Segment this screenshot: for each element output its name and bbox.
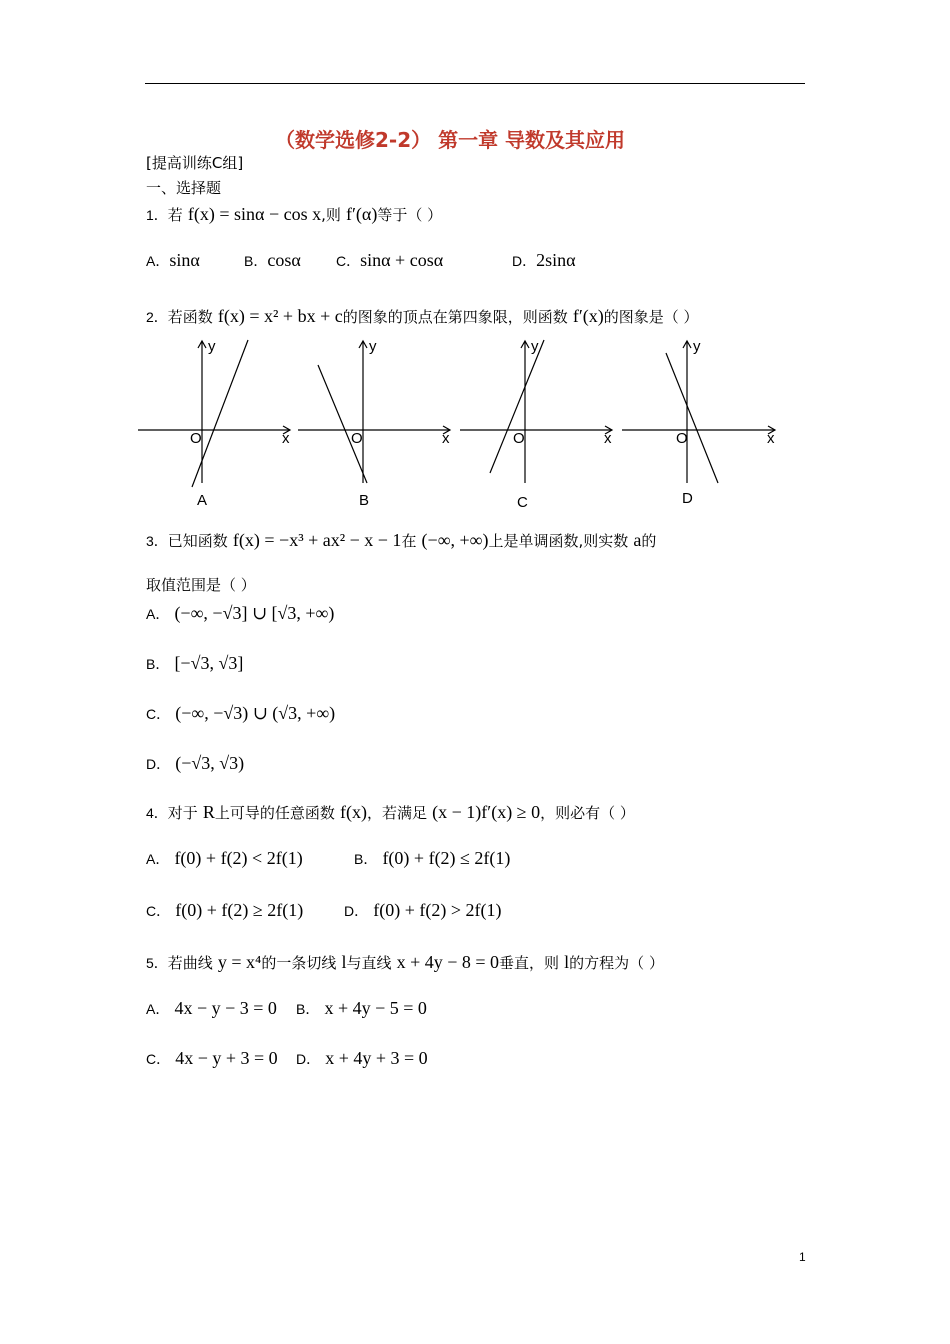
question-text: 的图象的顶点在第四象限，则函数 bbox=[342, 308, 568, 326]
option-label: B． bbox=[146, 656, 170, 672]
variable: l bbox=[564, 952, 570, 972]
q1-option-a bbox=[146, 250, 200, 271]
q4-option-a bbox=[146, 848, 303, 869]
formula: f′(α) bbox=[346, 204, 378, 224]
graph-b bbox=[298, 341, 450, 483]
y-axis-label: y bbox=[693, 338, 701, 355]
question-text: 若曲线 bbox=[167, 954, 213, 972]
question-text: 对于 bbox=[167, 804, 198, 822]
question-2 bbox=[146, 306, 699, 327]
formula: f(x) bbox=[340, 802, 368, 822]
formula: (−∞, +∞) bbox=[421, 530, 489, 550]
question-3 bbox=[146, 530, 656, 551]
option-label: B． bbox=[354, 851, 378, 867]
page-title: （数学选修2-2） 第一章 导数及其应用 bbox=[275, 128, 626, 152]
q3-option-c bbox=[146, 703, 335, 724]
question-text: 的图象是（ ） bbox=[603, 308, 699, 326]
q1-option-d bbox=[512, 250, 576, 271]
formula: f′(x) bbox=[572, 306, 604, 326]
q5-option-b bbox=[296, 998, 427, 1019]
question-text: ，则必有（ ） bbox=[540, 804, 635, 822]
option-formula: f(0) + f(2) ≥ 2f(1) bbox=[175, 900, 304, 920]
q3-option-b bbox=[146, 653, 243, 674]
graph-c bbox=[460, 340, 612, 483]
header-rule bbox=[145, 83, 805, 84]
question-text: 若函数 bbox=[167, 308, 213, 326]
option-label: C． bbox=[146, 1051, 171, 1067]
graph-line bbox=[490, 340, 544, 473]
origin-label: O bbox=[513, 430, 525, 447]
formula: y = x⁴ bbox=[217, 952, 262, 972]
question-4 bbox=[146, 802, 635, 823]
y-axis-label: y bbox=[531, 338, 539, 355]
variable: R bbox=[202, 802, 215, 822]
option-formula: 2sinα bbox=[536, 250, 576, 270]
option-label: A． bbox=[146, 253, 170, 269]
question-1 bbox=[146, 204, 442, 225]
formula: x + 4y − 8 = 0 bbox=[396, 952, 500, 972]
page-number: 1 bbox=[799, 1250, 806, 1264]
option-formula: (−√3, √3) bbox=[175, 753, 245, 773]
q1-option-b bbox=[244, 250, 301, 271]
graph-line bbox=[318, 365, 367, 483]
option-label: D． bbox=[146, 756, 171, 772]
option-label: C． bbox=[146, 706, 171, 722]
origin-label: O bbox=[351, 430, 363, 447]
graph-label-c: C bbox=[517, 494, 528, 511]
section-heading: 一、选择题 bbox=[146, 179, 222, 197]
graph-label-b: B bbox=[359, 492, 370, 509]
x-axis-label: x bbox=[282, 430, 290, 447]
option-formula: x + 4y − 5 = 0 bbox=[324, 998, 427, 1018]
option-formula: sinα bbox=[169, 250, 200, 270]
option-label: D． bbox=[512, 253, 537, 269]
question-text: ，若满足 bbox=[367, 804, 428, 822]
question-number: 2． bbox=[146, 309, 168, 325]
origin-label: O bbox=[190, 430, 202, 447]
x-axis-label: x bbox=[767, 430, 775, 447]
q3-option-a bbox=[146, 603, 334, 624]
q3-option-d bbox=[146, 753, 244, 774]
option-label: D． bbox=[296, 1051, 321, 1067]
variable: l bbox=[341, 952, 347, 972]
formula: f(x) = −x³ + ax² − x − 1 bbox=[232, 530, 402, 550]
question-text: 在 bbox=[401, 532, 417, 550]
option-formula: 4x − y + 3 = 0 bbox=[175, 1048, 278, 1068]
graph-label-d: D bbox=[682, 490, 693, 507]
question-text: ,则 bbox=[321, 206, 341, 224]
q2-graph-options bbox=[130, 335, 790, 515]
option-label: C． bbox=[146, 903, 171, 919]
option-formula: sinα + cosα bbox=[360, 250, 444, 270]
question-3-line2: 取值范围是（ ） bbox=[146, 576, 256, 594]
question-text: 的 bbox=[641, 532, 657, 550]
question-text: 若 bbox=[167, 206, 183, 224]
question-text: 垂直，则 bbox=[499, 954, 560, 972]
q5-option-c bbox=[146, 1048, 278, 1069]
question-number: 4． bbox=[146, 805, 168, 821]
question-5 bbox=[146, 952, 664, 973]
q4-option-b bbox=[354, 848, 510, 869]
graph-line bbox=[192, 340, 248, 487]
q5-option-a bbox=[146, 998, 277, 1019]
q1-option-c bbox=[336, 250, 443, 271]
question-text: 已知函数 bbox=[167, 532, 228, 550]
graph-d bbox=[622, 341, 775, 483]
x-axis-label: x bbox=[604, 430, 612, 447]
option-label: C． bbox=[336, 253, 361, 269]
option-formula: (−∞, −√3] ∪ [√3, +∞) bbox=[174, 603, 335, 623]
formula: f(x) = sinα − cos x bbox=[187, 204, 322, 224]
question-text: 上可导的任意函数 bbox=[214, 804, 335, 822]
formula: f(x) = x² + bx + c bbox=[217, 306, 343, 326]
option-formula: cosα bbox=[267, 250, 301, 270]
origin-label: O bbox=[676, 430, 688, 447]
subtitle: [提高训练C组] bbox=[146, 154, 244, 172]
q5-option-d bbox=[296, 1048, 428, 1069]
option-formula: f(0) + f(2) ≤ 2f(1) bbox=[382, 848, 511, 868]
x-axis-label: x bbox=[442, 430, 450, 447]
variable: a bbox=[633, 530, 642, 550]
formula: (x − 1)f′(x) ≥ 0 bbox=[432, 802, 541, 822]
option-label: A． bbox=[146, 851, 170, 867]
option-label: D． bbox=[344, 903, 369, 919]
option-label: B． bbox=[244, 253, 268, 269]
q4-option-c bbox=[146, 900, 303, 921]
y-axis-label: y bbox=[208, 338, 216, 355]
question-text: 上是单调函数,则实数 bbox=[488, 532, 629, 550]
option-label: B． bbox=[296, 1001, 320, 1017]
question-text: 与直线 bbox=[346, 954, 392, 972]
q4-option-d bbox=[344, 900, 501, 921]
graph-line bbox=[666, 353, 718, 483]
option-formula: [−√3, √3] bbox=[174, 653, 244, 673]
graph-a bbox=[138, 340, 290, 487]
question-text: 的方程为（ ） bbox=[569, 954, 664, 972]
option-label: A． bbox=[146, 1001, 170, 1017]
option-formula: f(0) + f(2) < 2f(1) bbox=[174, 848, 303, 868]
option-formula: (−∞, −√3) ∪ (√3, +∞) bbox=[175, 703, 336, 723]
option-label: A． bbox=[146, 606, 170, 622]
option-formula: x + 4y + 3 = 0 bbox=[325, 1048, 428, 1068]
y-axis-label: y bbox=[369, 338, 377, 355]
question-number: 5． bbox=[146, 955, 168, 971]
option-formula: 4x − y − 3 = 0 bbox=[174, 998, 277, 1018]
question-number: 1． bbox=[146, 207, 168, 223]
question-text: 等于（ ） bbox=[377, 206, 443, 224]
question-text: 的一条切线 bbox=[261, 954, 337, 972]
graph-label-a: A bbox=[197, 492, 208, 509]
option-formula: f(0) + f(2) > 2f(1) bbox=[373, 900, 502, 920]
question-number: 3． bbox=[146, 533, 168, 549]
